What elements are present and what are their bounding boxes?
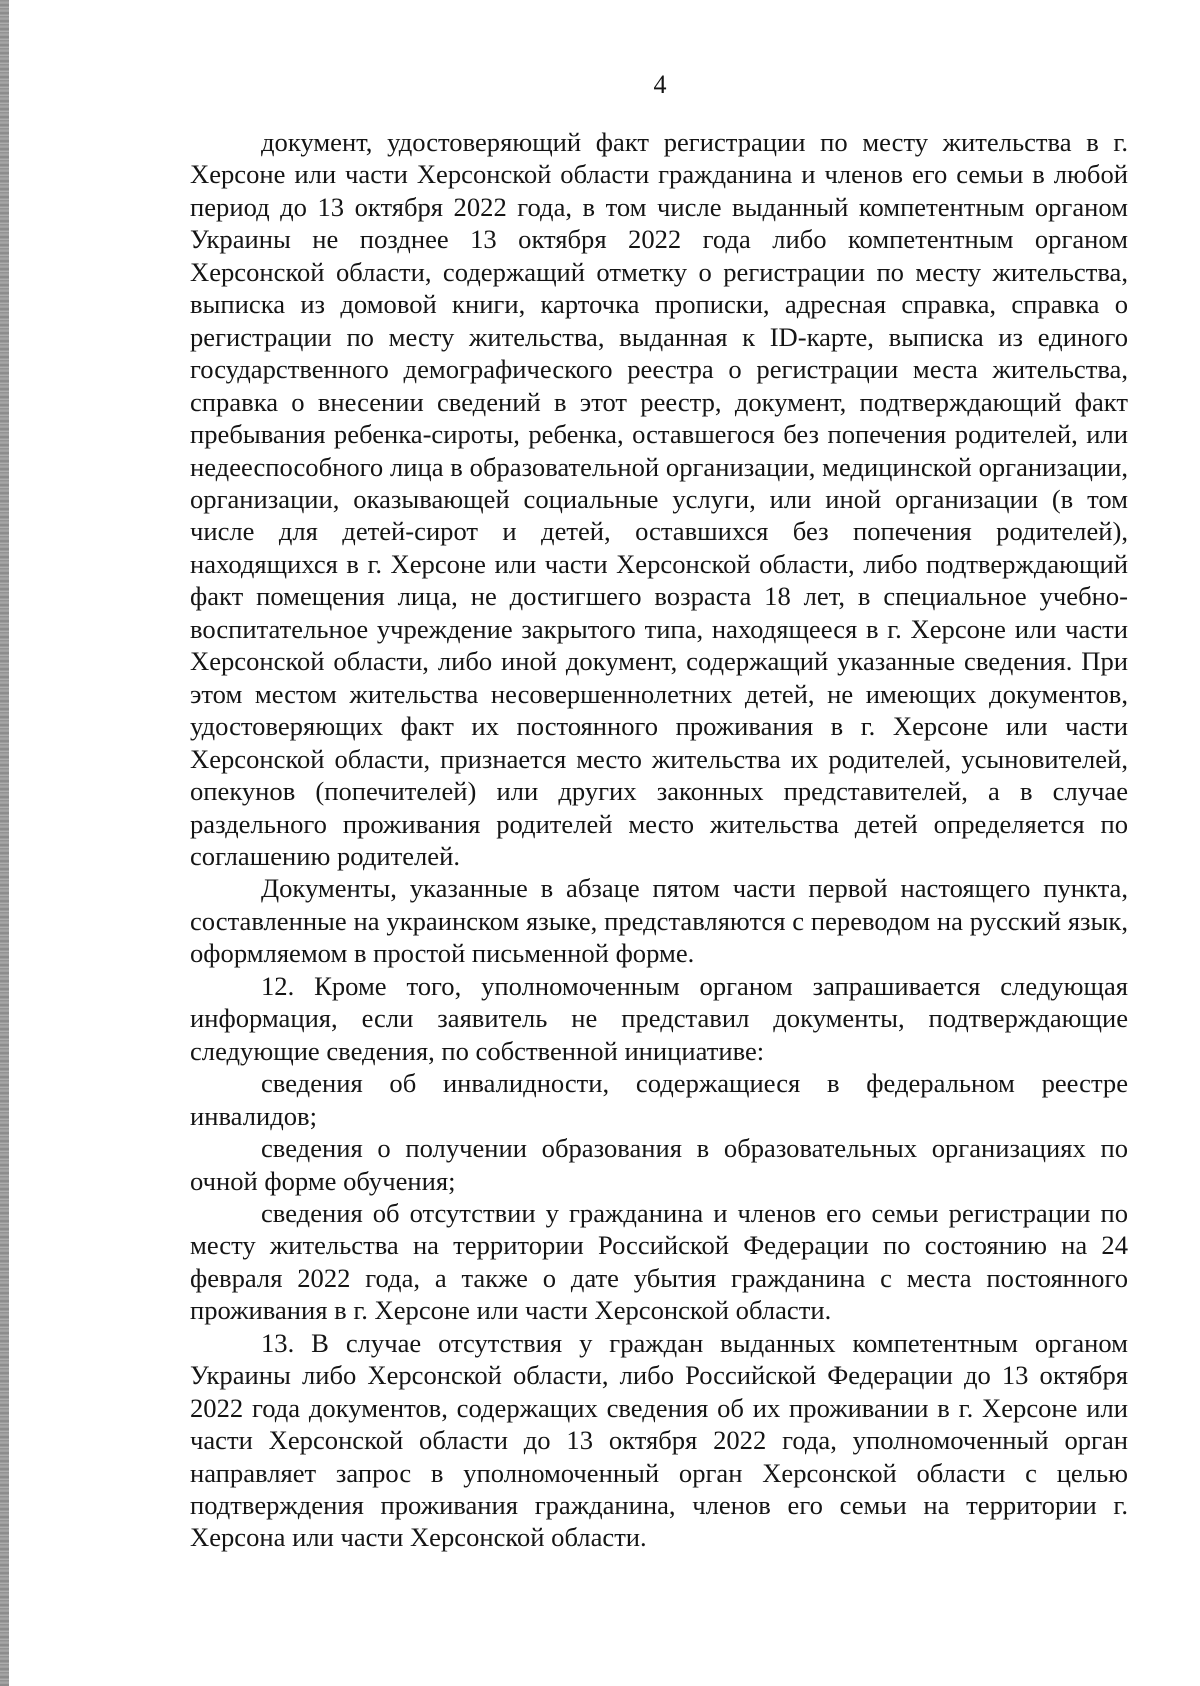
paragraph-residence-documents: документ, удостоверяющий факт регистрации по месту жительства в г. Херсоне или части Херсонской области гражданина и членов его семьи в любой период до 13 октября 2022 года, в том числе выданный компетентным органом Украины не позднее 13 октября 2022 года либо компетентным органом Херсонской области, содержащий отметку о регистрации по месту жительства, выписка из домовой книги, карточка прописки, адресная справка, справка о регистрации по месту жительства, выданная к ID-карте, выписка из единого государственного демографического реестра о регистрации места жительства, справка о внесении сведений в этот реестр, документ, подтверждающий факт пребывания ребенка-сироты, ребенка, оставшегося без попечения родителей, или недееспособного лица в образовательной организации, медицинской организации, организации, оказывающей социальные услуги, или иной организации (в том числе для детей-сирот и детей, оставшихся без попечения родителей), находящихся в г. Херсоне или части Херсонской области, либо подтверждающий факт помещения лица, не достигшего возраста 18 лет, в специальное учебно-воспитательное учреждение закрытого типа, находящееся в г. Херсоне или части Херсонской области, либо иной документ, содержащий указанные сведения. При этом местом жительства несовершеннолетних детей, не имеющих документов, удостоверяющих факт их постоянного проживания в г. Херсоне или части Херсонской области, признается место жительства их родителей, усыновителей, опекунов (попечителей) или других законных представителей, а в случае раздельного проживания родителей место жительства детей определяется по соглашению родителей. [190,127,1128,871]
page-number: 4 [653,70,667,99]
paragraph-item-12: 12. Кроме того, уполномоченным органом запрашивается следующая информация, если заявитель не представил документы, подтверждающие следующие сведения, по собственной инициативе: [190,970,1128,1066]
paragraph-item-13: 13. В случае отсутствия у граждан выданных компетентным органом Украины либо Херсонской области, либо Российской Федерации до 13 октября 2022 года документов, содержащих сведения об их проживании в г. Херсоне или части Херсонской области до 13 октября 2022 года, уполномоченный орган направляет запрос в уполномоченный орган Херсонской области с целью подтверждения проживания гражданина, членов его семьи на территории г. Херсона или части Херсонской области. [190,1327,1128,1553]
paragraph-registration-absence: сведения об отсутствии у гражданина и членов его семьи регистрации по месту жительства на территории Российской Федерации по состоянию на 24 февраля 2022 года, а также о дате убытия гражданина с места постоянного проживания в г. Херсоне или части Херсонской области. [190,1197,1128,1326]
paragraph-ukrainian-translation: Документы, указанные в абзаце пятом части первой настоящего пункта, составленные на украинском языке, представляются с переводом на русский язык, оформляемом в простой письменной форме. [190,873,1128,969]
paragraph-education-info: сведения о получении образования в образовательных организациях по очной форме обучения; [190,1133,1128,1196]
paragraph-disability-info: сведения об инвалидности, содержащиеся в федеральном реестре инвалидов; [190,1068,1128,1131]
document-body [190,126,1128,1554]
